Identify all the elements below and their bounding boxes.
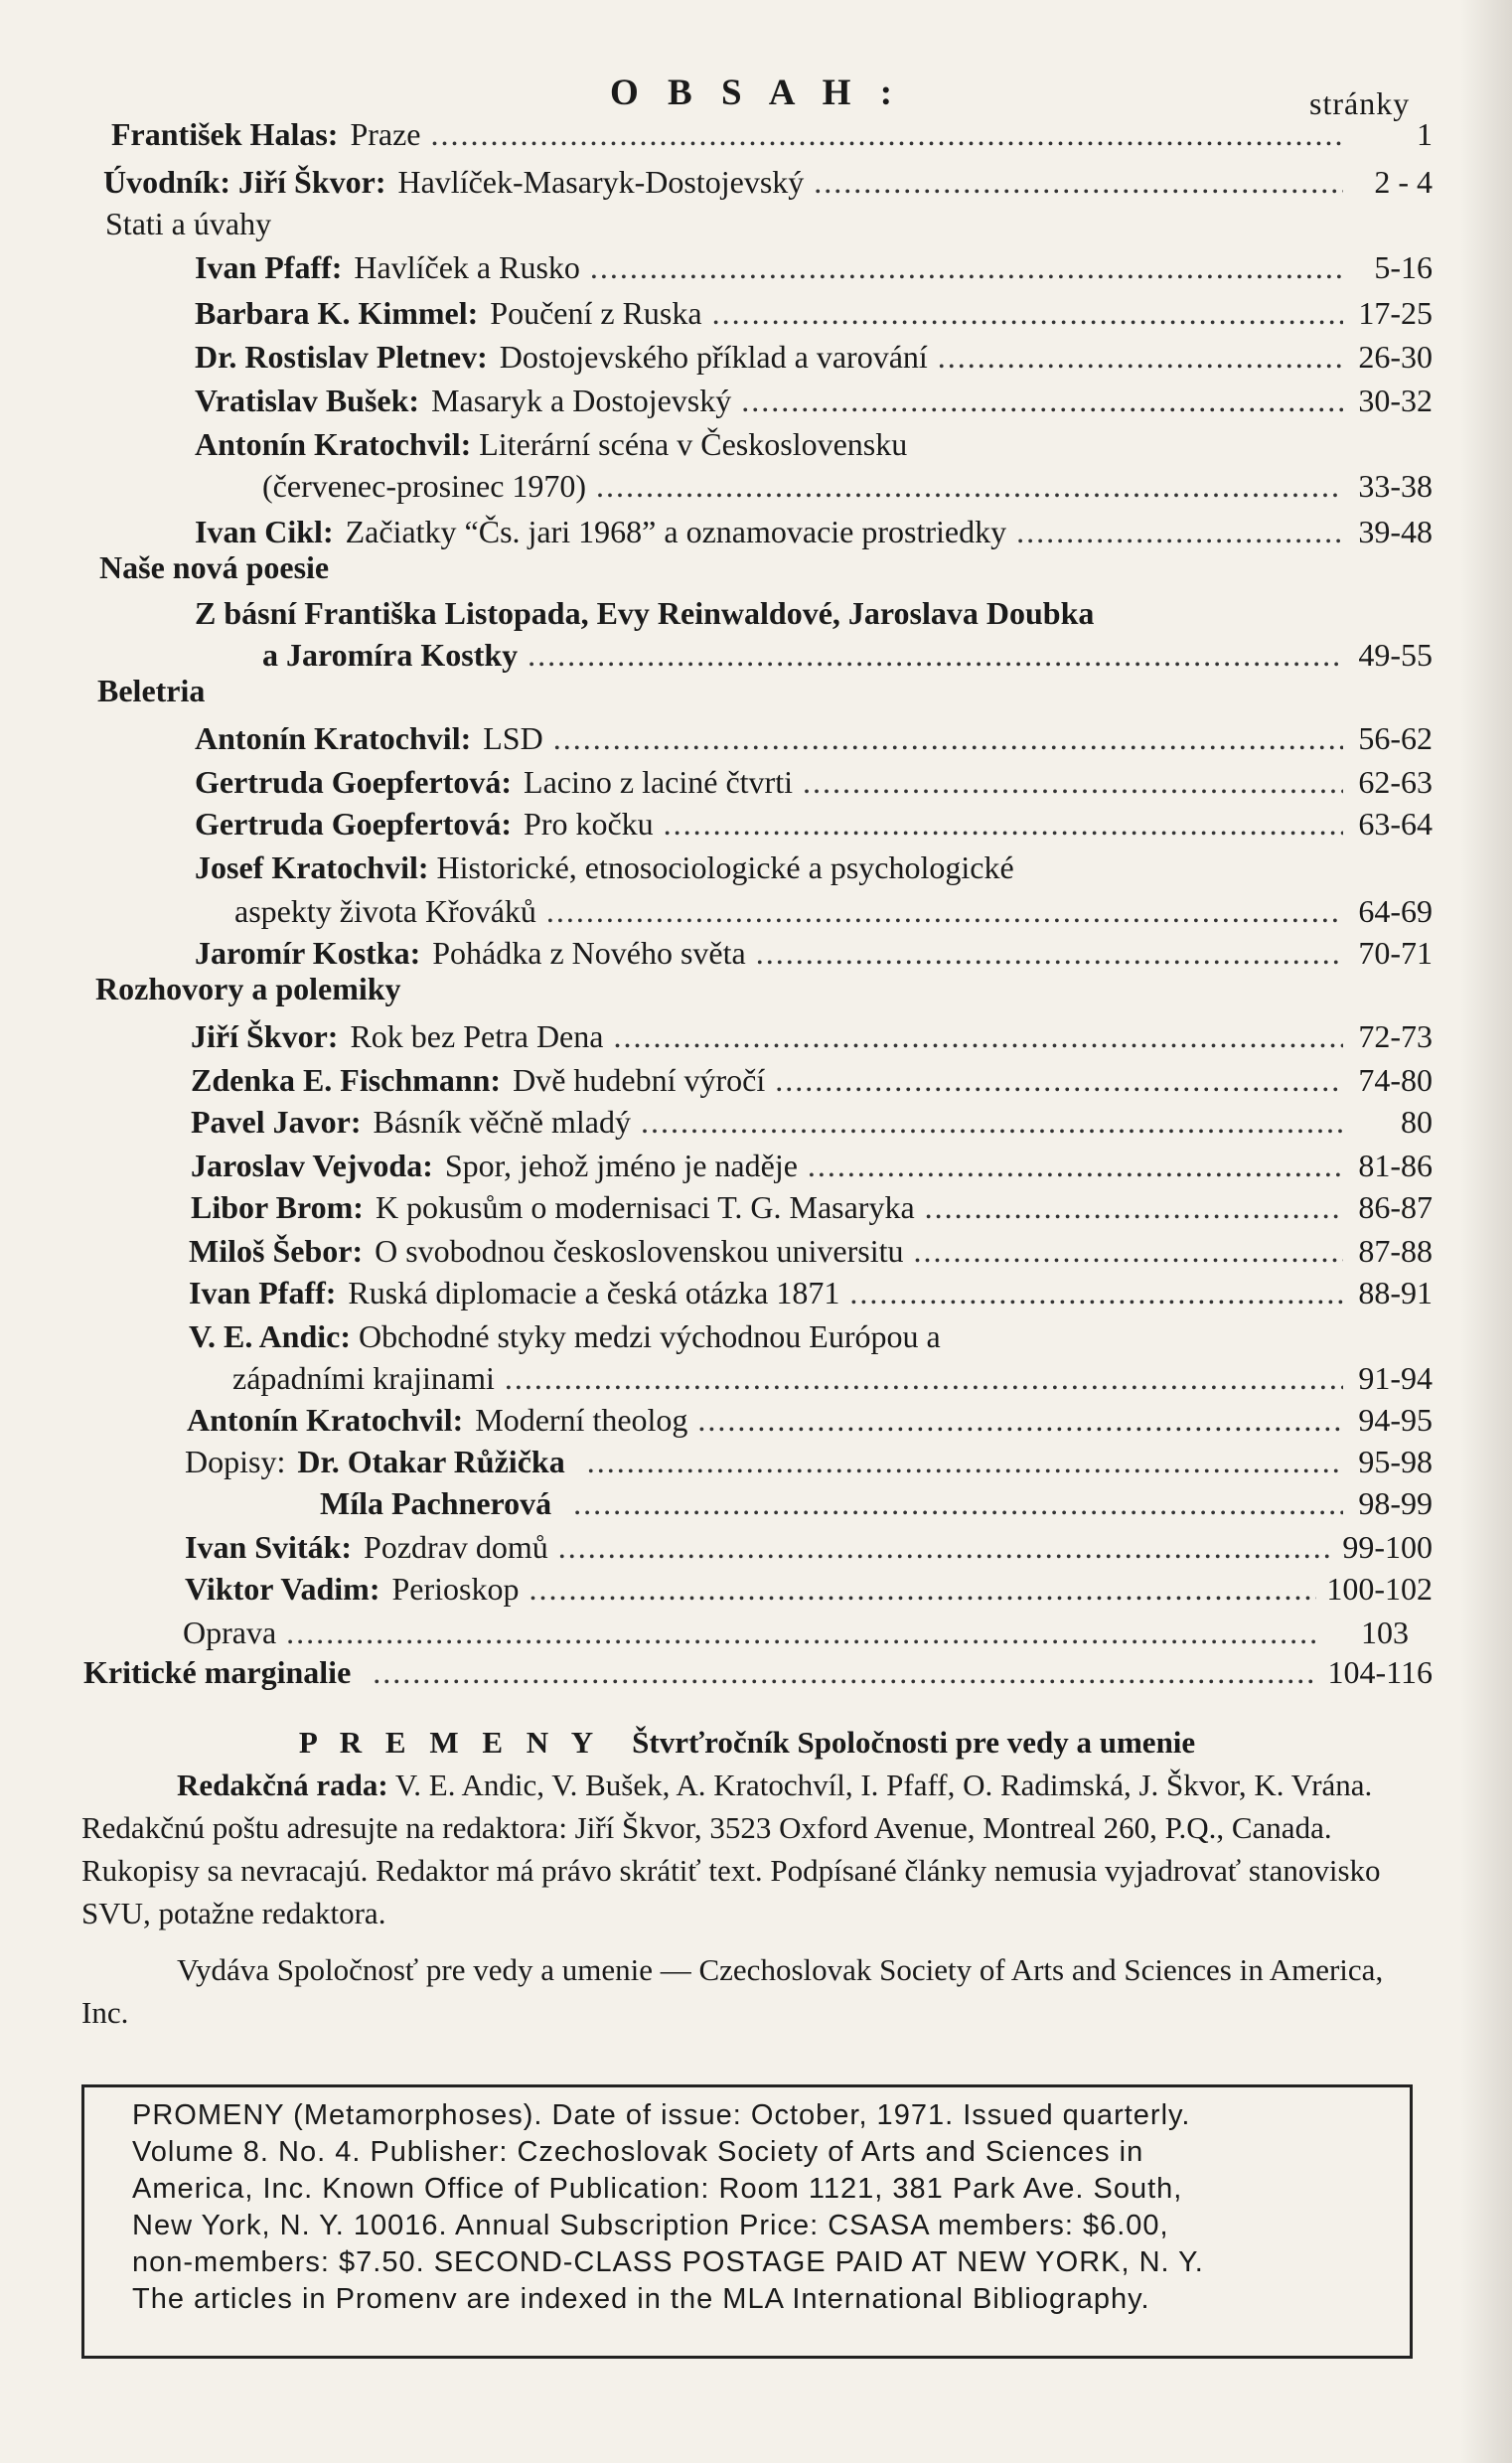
dot-leader [641, 1103, 1343, 1141]
toc-pages: 56-62 [1358, 720, 1433, 756]
toc-pages: 95-98 [1358, 1444, 1433, 1479]
toc-pages: 5-16 [1374, 249, 1433, 285]
publication-info-line: The articles in Promenv are indexed in the MLA International Bibliography. [132, 2283, 1150, 2315]
toc-pages: 1 [1417, 116, 1433, 152]
toc-entry-continuation [232, 1359, 1433, 1397]
dot-leader [558, 1528, 1333, 1566]
publication-info-line: New York, N. Y. 10016. Annual Subscription Price: CSASA members: $6.00, [132, 2210, 1169, 2241]
toc-title: Moderní theolog [475, 1402, 688, 1438]
toc-title: Rok bez Petra Dena [350, 1018, 604, 1054]
toc-title: Praze [350, 116, 421, 152]
toc-pages: 80 [1401, 1104, 1433, 1140]
toc-pages: 33-38 [1358, 468, 1433, 504]
toc-entry [191, 1147, 1433, 1184]
dot-leader [613, 1017, 1343, 1055]
publication-info-line: PROMENY (Metamorphoses). Date of issue: October, 1971. Issued quarterly. [132, 2099, 1191, 2131]
dot-leader [587, 1443, 1343, 1480]
dot-leader [808, 1147, 1343, 1184]
toc-pages: 30-32 [1358, 383, 1433, 418]
toc-entry [195, 338, 1433, 376]
toc-prefix: Dopisy: [185, 1444, 286, 1479]
toc-entry [195, 934, 1433, 972]
toc-author: Ivan Sviták: [185, 1529, 353, 1565]
toc-title: Historické, etnosociologické a psychologické [436, 849, 1014, 885]
toc-entry [103, 163, 1433, 201]
toc-author: Dr. Rostislav Pletnev: [195, 339, 488, 375]
toc-title: Ruská diplomacie a česká otázka 1871 [348, 1275, 840, 1310]
editorial-board-paragraph [81, 1764, 1413, 1934]
toc-author: František Halas: [111, 116, 339, 152]
toc-entry [195, 805, 1433, 843]
dot-leader [775, 1061, 1343, 1099]
dot-leader [741, 382, 1343, 419]
toc-entry [191, 1061, 1433, 1099]
toc-pages: 49-55 [1358, 637, 1433, 673]
dot-leader [529, 1570, 1316, 1608]
toc-title: Začiatky “Čs. jari 1968” a oznamovacie prostriedky [345, 514, 1007, 549]
publisher-line: Vydáva Spoločnosť pre vedy a umenie — Czechoslovak Society of Arts and Sciences in America, Inc. [81, 1952, 1384, 2030]
dot-leader [814, 163, 1343, 201]
toc-author: Viktor Vadim: [185, 1571, 380, 1607]
dot-leader [849, 1274, 1343, 1311]
toc-title: LSD [483, 720, 543, 756]
dot-leader [546, 892, 1343, 930]
dot-leader [553, 719, 1343, 757]
toc-entry [195, 763, 1433, 801]
toc-section-heading: Naše nová poesie [99, 549, 330, 585]
toc-entry-continuation [234, 892, 1433, 930]
toc-entry [191, 1017, 1433, 1055]
journal-subtitle: Štvrťročník Spoločnosti pre vedy a umenie [632, 1725, 1196, 1760]
toc-pages: 88-91 [1358, 1275, 1433, 1310]
toc-pages: 39-48 [1358, 514, 1433, 549]
toc-author: Zdenka E. Fischmann: [191, 1062, 502, 1098]
toc-entry [185, 1528, 1433, 1566]
dot-leader [505, 1359, 1343, 1397]
toc-title-continuation: západními krajinami [232, 1360, 495, 1396]
dot-leader [573, 1484, 1343, 1522]
dot-leader [286, 1614, 1319, 1651]
publication-info-line: America, Inc. Known Office of Publication: Room 1121, 381 Park Ave. South, [132, 2173, 1183, 2205]
toc-section-heading: Stati a úvahy [105, 206, 272, 241]
dot-leader [1016, 513, 1343, 550]
toc-pages: 70-71 [1358, 935, 1433, 971]
toc-pages: 91-94 [1358, 1360, 1433, 1396]
toc-entry [195, 719, 1433, 757]
toc-pages: 63-64 [1358, 806, 1433, 842]
toc-author: Antonín Kratochvil: [195, 720, 472, 756]
toc-title: Perioskop [391, 1571, 520, 1607]
toc-author: V. E. Andic: [189, 1318, 352, 1354]
toc-entry [195, 513, 1433, 550]
toc-pages: 74-80 [1358, 1062, 1433, 1098]
toc-author: Antonín Kratochvil: [187, 1402, 464, 1438]
toc-entry [195, 294, 1433, 332]
journal-name: P R E M E N Y [298, 1725, 602, 1760]
dot-leader [938, 338, 1343, 376]
toc-title: Dostojevského příklad a varování [499, 339, 928, 375]
toc-entry [191, 1103, 1433, 1141]
toc-pages: 81-86 [1358, 1148, 1433, 1183]
toc-title: Lacino z laciné čtvrti [524, 764, 793, 800]
masthead [81, 1721, 1413, 2034]
toc-author: Miloš Šebor: [189, 1233, 364, 1269]
dot-leader [373, 1653, 1317, 1691]
toc-title: Oprava [183, 1615, 277, 1650]
toc-pages: 103 [1361, 1615, 1409, 1650]
toc-entry [185, 1443, 1433, 1480]
toc-title: Dvě hudební výročí [513, 1062, 766, 1098]
toc-pages: 100-102 [1326, 1571, 1433, 1607]
editorial-board-label: Redakčná rada: [177, 1768, 388, 1802]
toc-author: Pavel Javor: [191, 1104, 362, 1140]
toc-title: Spor, jehož jméno je naděje [444, 1148, 798, 1183]
toc-entry [189, 1274, 1433, 1311]
dot-leader [596, 467, 1343, 505]
dot-leader [697, 1401, 1343, 1439]
toc-pages: 86-87 [1358, 1189, 1433, 1225]
toc-author: Barbara K. Kimmel: [195, 295, 479, 331]
toc-author: Dr. Otakar Růžička [297, 1444, 565, 1479]
toc-title: Obchodné styky medzi východnou Európou a [359, 1318, 941, 1354]
toc-title: O svobodnou československou universitu [375, 1233, 904, 1269]
toc-section-heading: Kritické marginalie [83, 1654, 352, 1690]
toc-title-continuation: (červenec-prosinec 1970) [262, 468, 587, 504]
toc-heading: O B S A H : [609, 73, 903, 113]
toc-author: Míla Pachnerová [320, 1485, 552, 1521]
toc-author: Libor Brom: [191, 1189, 364, 1225]
toc-pages: 17-25 [1358, 295, 1433, 331]
toc-entry-continuation [262, 467, 1433, 505]
scan-edge-shadow [1460, 0, 1512, 2463]
toc-title-continuation: a Jaromíra Kostky [262, 637, 519, 673]
toc-entry [185, 1570, 1433, 1608]
toc-title: Literární scéna v Československu [479, 426, 908, 462]
toc-title: Pozdrav domů [364, 1529, 548, 1565]
publication-info-box [81, 2084, 1413, 2359]
toc-author: Jaromír Kostka: [195, 935, 421, 971]
dot-leader [712, 294, 1343, 332]
toc-pages: 2 - 4 [1374, 164, 1433, 200]
toc-section-heading: Rozhovory a polemiky [95, 971, 401, 1006]
toc-entry [195, 848, 1014, 886]
toc-author: Gertruda Goepfertová: [195, 806, 513, 842]
toc-title: Pro kočku [524, 806, 654, 842]
pages-column-label: stránky [1309, 85, 1411, 121]
toc-author: Gertruda Goepfertová: [195, 764, 513, 800]
toc-pages: 26-30 [1358, 339, 1433, 375]
toc-entry [195, 248, 1433, 286]
masthead-title-line [81, 1721, 1413, 1764]
toc-entry: Z básní Františka Listopada, Evy Reinwaldové, Jaroslava Doubka [195, 595, 1095, 631]
toc-title: Poučení z Ruska [490, 295, 702, 331]
dot-leader [528, 636, 1343, 674]
toc-title-continuation: aspekty života Křováků [234, 893, 536, 929]
toc-title: Havlíček-Masaryk-Dostojevský [397, 164, 805, 200]
toc-pages: 62-63 [1358, 764, 1433, 800]
toc-author: Jiří Škvor: [191, 1018, 339, 1054]
publication-info-line: Volume 8. No. 4. Publisher: Czechoslovak Society of Arts and Sciences in [132, 2136, 1144, 2168]
toc-pages: 99-100 [1342, 1529, 1433, 1565]
toc-title: K pokusům o modernisaci T. G. Masaryka [375, 1189, 915, 1225]
dot-leader [756, 934, 1343, 972]
toc-pages: 87-88 [1358, 1233, 1433, 1269]
toc-title: Pohádka z Nového světa [432, 935, 746, 971]
toc-entry-continuation [262, 636, 1433, 674]
toc-entry [195, 382, 1433, 419]
toc-title: Masaryk a Dostojevský [431, 383, 732, 418]
toc-author: Ivan Pfaff: [189, 1275, 337, 1310]
toc-pages: 94-95 [1358, 1402, 1433, 1438]
toc-entry [83, 1653, 1433, 1691]
toc-author: Jaroslav Vejvoda: [191, 1148, 433, 1183]
dot-leader [914, 1232, 1344, 1270]
toc-entry [195, 425, 907, 463]
toc-pages: 98-99 [1358, 1485, 1433, 1521]
toc-author: Ivan Pfaff: [195, 249, 343, 285]
editorial-board-text: V. E. Andic, V. Bušek, A. Kratochvíl, I. Pfaff, O. Radimská, J. Škvor, K. Vrána. Redakčnú poštu adresujte na redaktora: Jiří Škvor, 3523 Oxford Avenue, Montreal 260, P.Q., Canada. Rukopisy sa nevracajú. Redaktor má právo skrátiť text. Podpísané články nemusia vyjadrovať stanovisko SVU, potažne redaktora. [81, 1768, 1381, 1930]
toc-entry [189, 1232, 1433, 1270]
toc-author: Úvodník: Jiří Škvor: [103, 164, 386, 200]
toc-author: Ivan Cikl: [195, 514, 334, 549]
dot-leader [590, 248, 1343, 286]
toc-pages: 104-116 [1327, 1654, 1433, 1690]
publication-info-line: non-members: $7.50. SECOND-CLASS POSTAGE PAID AT NEW YORK, N. Y. [132, 2246, 1204, 2278]
dot-leader [664, 805, 1343, 843]
toc-author: Vratislav Bušek: [195, 383, 420, 418]
toc-section-heading: Beletria [97, 673, 206, 708]
toc-pages: 72-73 [1358, 1018, 1433, 1054]
toc-entry [191, 1188, 1433, 1226]
toc-pages: 64-69 [1358, 893, 1433, 929]
dot-leader [431, 115, 1344, 153]
toc-entry [187, 1401, 1433, 1439]
dot-leader [925, 1188, 1343, 1226]
toc-title: Básník věčně mladý [373, 1104, 631, 1140]
toc-author: Antonín Kratochvil: [195, 426, 472, 462]
toc-entry [189, 1317, 941, 1355]
toc-entry [320, 1484, 1433, 1522]
toc-title: Havlíček a Rusko [354, 249, 580, 285]
toc-entry [111, 115, 1433, 153]
toc-author: Josef Kratochvil: [195, 849, 429, 885]
dot-leader [803, 763, 1343, 801]
toc-entry [183, 1614, 1409, 1651]
